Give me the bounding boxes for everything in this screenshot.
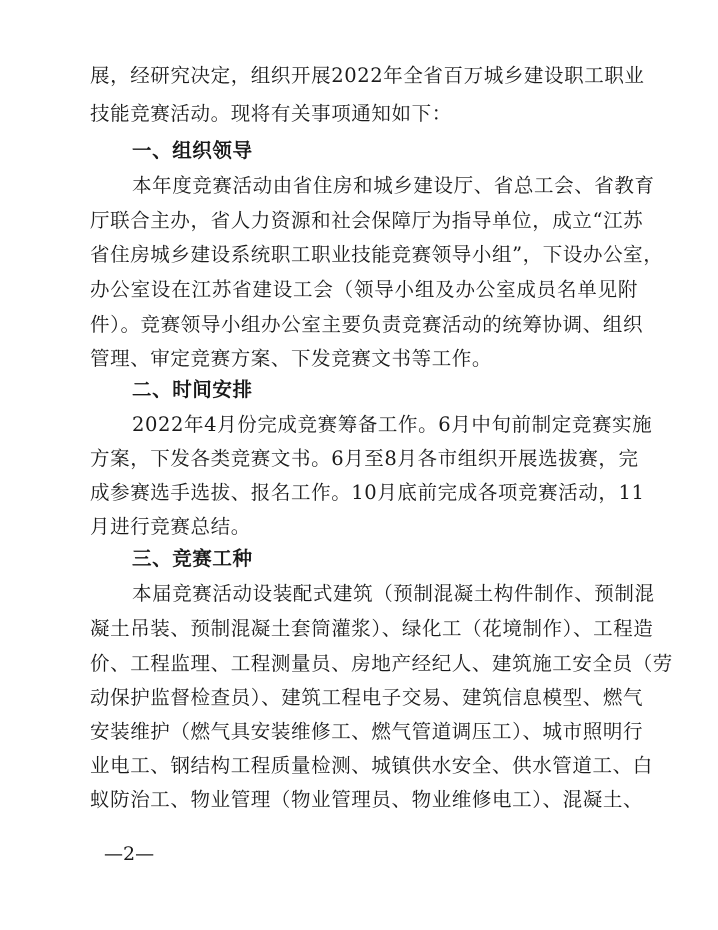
body-text-line: 厅联合主办，省人力资源和社会保障厅为指导单位，成立“江苏 bbox=[90, 209, 644, 232]
body-text-line: 方案，下发各类竞赛文书。6月至8月各市组织开展选拔赛，完 bbox=[90, 447, 639, 470]
section-heading-schedule: 二、时间安排 bbox=[132, 378, 253, 401]
body-text-line: 月进行竞赛总结。 bbox=[90, 515, 251, 538]
body-text-line: 安装维护（燃气具安装维修工、燃气管道调压工）、城市照明行 bbox=[90, 720, 644, 743]
body-text-line: 业电工、钢结构工程质量检测、城镇供水安全、供水管道工、白 bbox=[90, 754, 653, 777]
body-text-line: 凝土吊装、预制混凝土套筒灌浆）、绿化工（花境制作）、工程造 bbox=[90, 617, 654, 640]
body-text-line: 展，经研究决定，组织开展2022年全省百万城乡建设职工职业 bbox=[90, 64, 645, 87]
body-text-line: 价、工程监理、工程测量员、房地产经纪人、建筑施工安全员（劳 bbox=[90, 652, 673, 675]
body-text-line: 技能竞赛活动。现将有关事项通知如下： bbox=[90, 102, 452, 125]
body-text-line: 省住房城乡建设系统职工职业技能竞赛领导小组”，下设办公室， bbox=[90, 243, 664, 266]
body-text-line: 蚁防治工、物业管理（物业管理员、物业维修电工）、混凝土、 bbox=[90, 788, 644, 811]
body-text-line: 本届竞赛活动设装配式建筑（预制混凝土构件制作、预制混 bbox=[132, 582, 655, 605]
body-text-line: 件）。竞赛领导小组办公室主要负责竞赛活动的统筹协调、组织 bbox=[90, 313, 644, 336]
body-text-line: 办公室设在江苏省建设工会（领导小组及办公室成员名单见附 bbox=[90, 278, 638, 301]
page-number: —2— bbox=[104, 843, 155, 865]
body-text-line: 2022年4月份完成竞赛筹备工作。6月中旬前制定竞赛实施 bbox=[132, 413, 653, 436]
section-heading-trades: 三、竞赛工种 bbox=[132, 547, 253, 570]
section-heading-organization: 一、组织领导 bbox=[132, 139, 253, 162]
body-text-line: 本年度竞赛活动由省住房和城乡建设厅、省总工会、省教育 bbox=[132, 174, 655, 197]
body-text-line: 成参赛选手选拔、报名工作。10月底前完成各项竞赛活动，11 bbox=[90, 481, 645, 504]
body-text-line: 动保护监督检查员）、建筑工程电子交易、建筑信息模型、燃气 bbox=[90, 686, 644, 709]
body-text-line: 管理、审定竞赛方案、下发竞赛文书等工作。 bbox=[90, 347, 493, 370]
